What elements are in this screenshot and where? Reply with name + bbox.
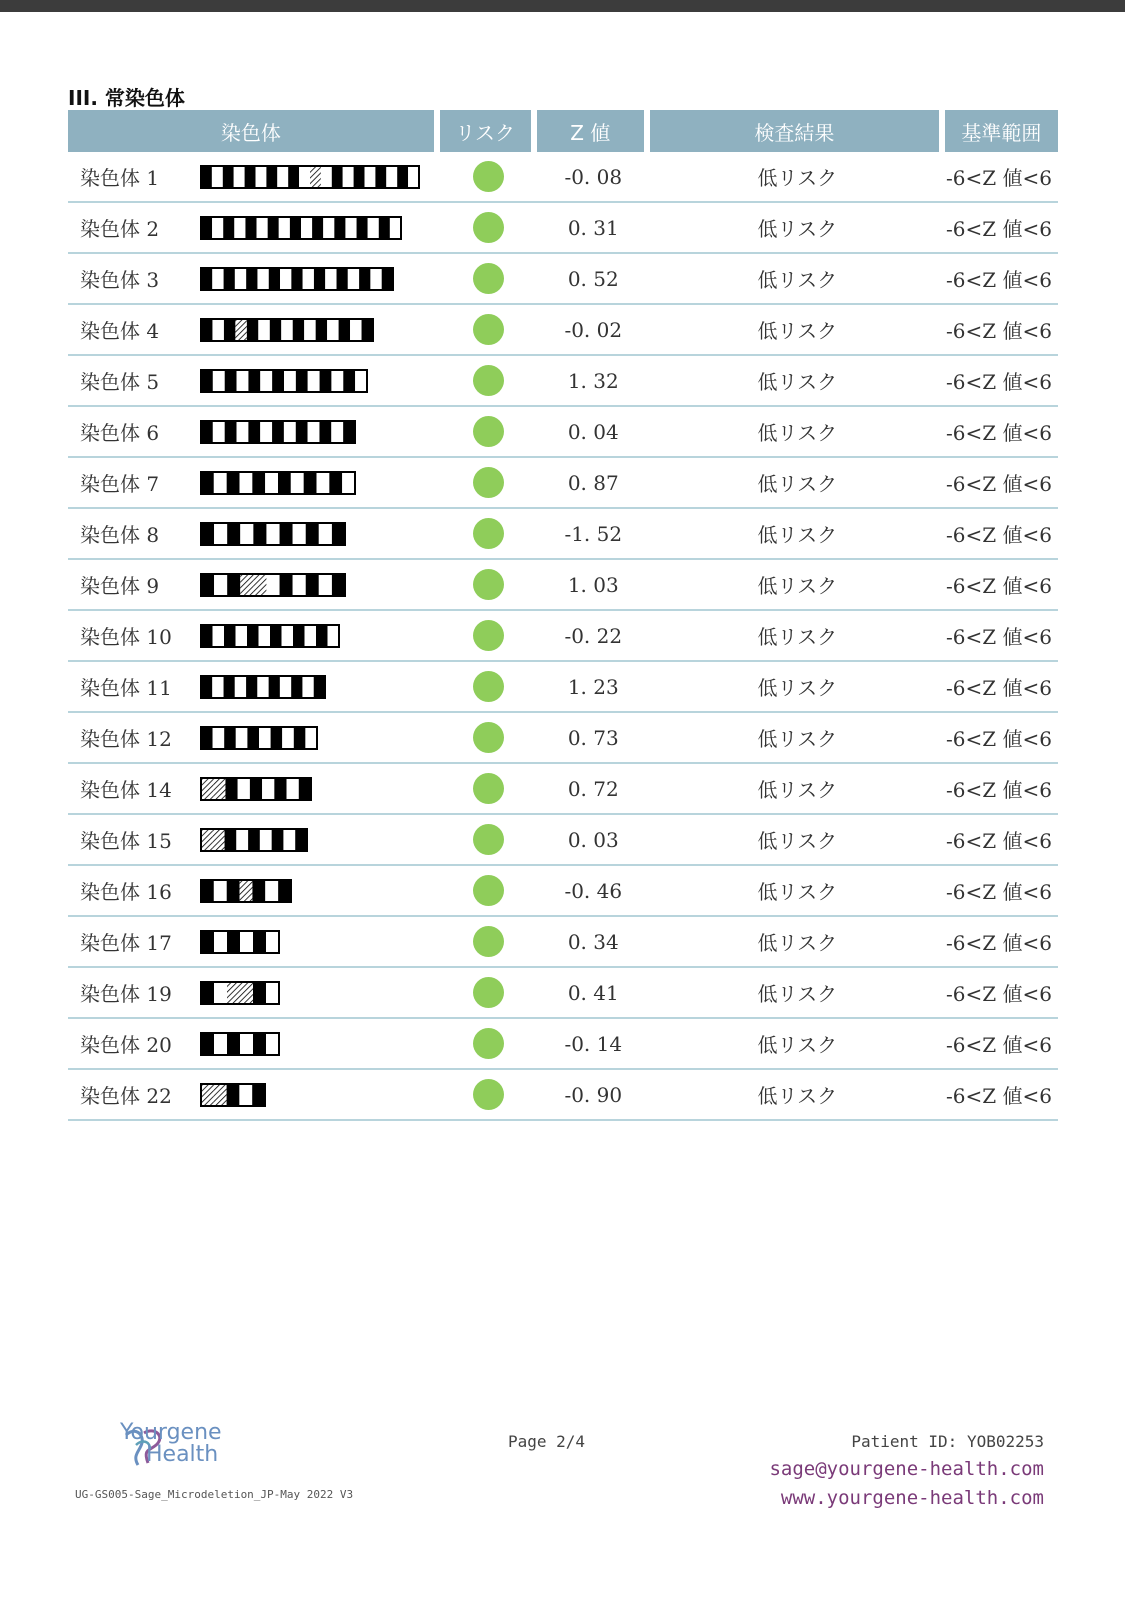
z-value: -0. 08 [537,152,650,203]
z-value: 1. 32 [537,356,650,407]
patient-id: Patient ID: YOB02253 [851,1432,1044,1451]
risk-indicator-cell [440,1070,537,1121]
header-z: Z 値 [537,110,650,152]
test-result: 低リスク [650,560,945,611]
risk-indicator-cell [440,203,537,254]
risk-indicator-cell [440,662,537,713]
reference-range: -6<Z 値<6 [945,1019,1058,1070]
reference-range: -6<Z 値<6 [945,866,1058,917]
table-row [68,815,1058,866]
z-value: -0. 22 [537,611,650,662]
reference-range: -6<Z 値<6 [945,560,1058,611]
chromosome-name: 染色体 7 [68,458,199,509]
chromosome-12-ideogram [199,725,319,751]
chromosome-8-ideogram [199,521,347,547]
autosome-results-table [68,110,1058,1121]
risk-indicator-cell [440,305,537,356]
test-result: 低リスク [650,764,945,815]
low-risk-dot-icon [473,1028,504,1059]
chromosome-ideogram-cell [199,968,439,1019]
test-result: 低リスク [650,254,945,305]
reference-range: -6<Z 値<6 [945,662,1058,713]
test-result: 低リスク [650,968,945,1019]
test-result: 低リスク [650,305,945,356]
chromosome-ideogram-cell [199,917,439,968]
risk-indicator-cell [440,458,537,509]
risk-indicator-cell [440,611,537,662]
chromosome-16-ideogram [199,878,293,904]
chromosome-name: 染色体 12 [68,713,199,764]
risk-indicator-cell [440,968,537,1019]
risk-indicator-cell [440,356,537,407]
chromosome-17-ideogram [199,929,281,955]
table-row [68,254,1058,305]
website-link[interactable]: www.yourgene-health.com [780,1487,1044,1509]
low-risk-dot-icon [473,875,504,906]
risk-indicator-cell [440,764,537,815]
chromosome-ideogram-cell [199,662,439,713]
table-row [68,1070,1058,1121]
table-row [68,407,1058,458]
table-header-row [68,110,1058,152]
chromosome-ideogram-cell [199,152,439,203]
risk-indicator-cell [440,815,537,866]
table-row [68,917,1058,968]
chromosome-ideogram-cell [199,305,439,356]
z-value: 0. 04 [537,407,650,458]
chromosome-2-ideogram [199,215,403,241]
test-result: 低リスク [650,866,945,917]
z-value: 1. 23 [537,662,650,713]
document-id: UG-GS005-Sage_Microdeletion_JP-May 2022 V3 [75,1488,354,1501]
chromosome-10-ideogram [199,623,341,649]
low-risk-dot-icon [473,824,504,855]
risk-indicator-cell [440,560,537,611]
low-risk-dot-icon [473,926,504,957]
reference-range: -6<Z 値<6 [945,152,1058,203]
z-value: -0. 02 [537,305,650,356]
low-risk-dot-icon [473,773,504,804]
z-value: -1. 52 [537,509,650,560]
low-risk-dot-icon [473,416,504,447]
reference-range: -6<Z 値<6 [945,407,1058,458]
chromosome-ideogram-cell [199,713,439,764]
z-value: 0. 52 [537,254,650,305]
low-risk-dot-icon [473,977,504,1008]
chromosome-name: 染色体 16 [68,866,199,917]
test-result: 低リスク [650,713,945,764]
chromosome-14-ideogram [199,776,313,802]
risk-indicator-cell [440,152,537,203]
chromosome-4-ideogram [199,317,375,343]
table-row [68,356,1058,407]
z-value: -0. 90 [537,1070,650,1121]
chromosome-name: 染色体 5 [68,356,199,407]
low-risk-dot-icon [473,263,504,294]
chromosome-name: 染色体 4 [68,305,199,356]
low-risk-dot-icon [473,722,504,753]
chromosome-1-ideogram [199,164,421,190]
risk-indicator-cell [440,509,537,560]
chromosome-name: 染色体 20 [68,1019,199,1070]
chromosome-ideogram-cell [199,509,439,560]
chromosome-ideogram-cell [199,1070,439,1121]
chromosome-11-ideogram [199,674,327,700]
table-row [68,458,1058,509]
test-result: 低リスク [650,662,945,713]
chromosome-19-ideogram [199,980,281,1006]
risk-indicator-cell [440,713,537,764]
reference-range: -6<Z 値<6 [945,713,1058,764]
reference-range: -6<Z 値<6 [945,254,1058,305]
chromosome-name: 染色体 8 [68,509,199,560]
low-risk-dot-icon [473,161,504,192]
section-title: III. 常染色体 [68,86,185,110]
chromosome-name: 染色体 1 [68,152,199,203]
chromosome-name: 染色体 15 [68,815,199,866]
chromosome-ideogram-cell [199,1019,439,1070]
low-risk-dot-icon [473,1079,504,1110]
chromosome-5-ideogram [199,368,369,394]
low-risk-dot-icon [473,569,504,600]
test-result: 低リスク [650,1019,945,1070]
table-row [68,305,1058,356]
chromosome-name: 染色体 6 [68,407,199,458]
chromosome-name: 染色体 3 [68,254,199,305]
table-row [68,611,1058,662]
test-result: 低リスク [650,203,945,254]
low-risk-dot-icon [473,314,504,345]
page-number: Page 2/4 [508,1432,586,1451]
chromosome-ideogram-cell [199,203,439,254]
chromosome-6-ideogram [199,419,357,445]
table-row [68,713,1058,764]
z-value: -0. 46 [537,866,650,917]
test-result: 低リスク [650,152,945,203]
risk-indicator-cell [440,254,537,305]
chromosome-name: 染色体 2 [68,203,199,254]
reference-range: -6<Z 値<6 [945,356,1058,407]
table-row [68,764,1058,815]
chromosome-name: 染色体 22 [68,1070,199,1121]
chromosome-ideogram-cell [199,764,439,815]
chromosome-7-ideogram [199,470,357,496]
chromosome-name: 染色体 19 [68,968,199,1019]
chromosome-9-ideogram [199,572,347,598]
z-value: 0. 03 [537,815,650,866]
top-bar [0,0,1125,12]
table-row [68,560,1058,611]
chromosome-name: 染色体 10 [68,611,199,662]
low-risk-dot-icon [473,212,504,243]
header-risk: リスク [440,110,537,152]
table-row [68,152,1058,203]
z-value: 0. 87 [537,458,650,509]
chromosome-22-ideogram [199,1082,267,1108]
chromosome-ideogram-cell [199,458,439,509]
chromosome-ideogram-cell [199,254,439,305]
z-value: 0. 73 [537,713,650,764]
test-result: 低リスク [650,356,945,407]
reference-range: -6<Z 値<6 [945,764,1058,815]
z-value: 0. 31 [537,203,650,254]
reference-range: -6<Z 値<6 [945,611,1058,662]
test-result: 低リスク [650,611,945,662]
chromosome-15-ideogram [199,827,309,853]
reference-range: -6<Z 値<6 [945,509,1058,560]
test-result: 低リスク [650,458,945,509]
table-row [68,1019,1058,1070]
table-row [68,866,1058,917]
chromosome-name: 染色体 9 [68,560,199,611]
reference-range: -6<Z 値<6 [945,1070,1058,1121]
chromosome-ideogram-cell [199,560,439,611]
reference-range: -6<Z 値<6 [945,203,1058,254]
test-result: 低リスク [650,815,945,866]
chromosome-name: 染色体 17 [68,917,199,968]
test-result: 低リスク [650,407,945,458]
risk-indicator-cell [440,917,537,968]
z-value: -0. 14 [537,1019,650,1070]
low-risk-dot-icon [473,671,504,702]
z-value: 1. 03 [537,560,650,611]
header-result: 検査結果 [650,110,945,152]
chromosome-ideogram-cell [199,611,439,662]
header-chromosome: 染色体 [68,110,440,152]
test-result: 低リスク [650,509,945,560]
table-row [68,203,1058,254]
company-logo-text [120,1422,222,1466]
reference-range: -6<Z 値<6 [945,815,1058,866]
table-row [68,662,1058,713]
table-row [68,509,1058,560]
reference-range: -6<Z 値<6 [945,305,1058,356]
chromosome-ideogram-cell [199,356,439,407]
low-risk-dot-icon [473,620,504,651]
test-result: 低リスク [650,917,945,968]
risk-indicator-cell [440,866,537,917]
header-reference: 基準範囲 [945,110,1058,152]
chromosome-3-ideogram [199,266,395,292]
z-value: 0. 34 [537,917,650,968]
z-value: 0. 72 [537,764,650,815]
reference-range: -6<Z 値<6 [945,968,1058,1019]
chromosome-name: 染色体 14 [68,764,199,815]
z-value: 0. 41 [537,968,650,1019]
chromosome-ideogram-cell [199,815,439,866]
risk-indicator-cell [440,407,537,458]
low-risk-dot-icon [473,365,504,396]
test-result: 低リスク [650,1070,945,1121]
chromosome-20-ideogram [199,1031,281,1057]
chromosome-ideogram-cell [199,866,439,917]
chromosome-ideogram-cell [199,407,439,458]
chromosome-name: 染色体 11 [68,662,199,713]
reference-range: -6<Z 値<6 [945,917,1058,968]
low-risk-dot-icon [473,518,504,549]
table-row [68,968,1058,1019]
logo-line2: Health [146,1442,219,1467]
risk-indicator-cell [440,1019,537,1070]
reference-range: -6<Z 値<6 [945,458,1058,509]
logo-line1: Yourgene [120,1420,222,1445]
low-risk-dot-icon [473,467,504,498]
email-link[interactable]: sage@yourgene-health.com [769,1458,1044,1480]
